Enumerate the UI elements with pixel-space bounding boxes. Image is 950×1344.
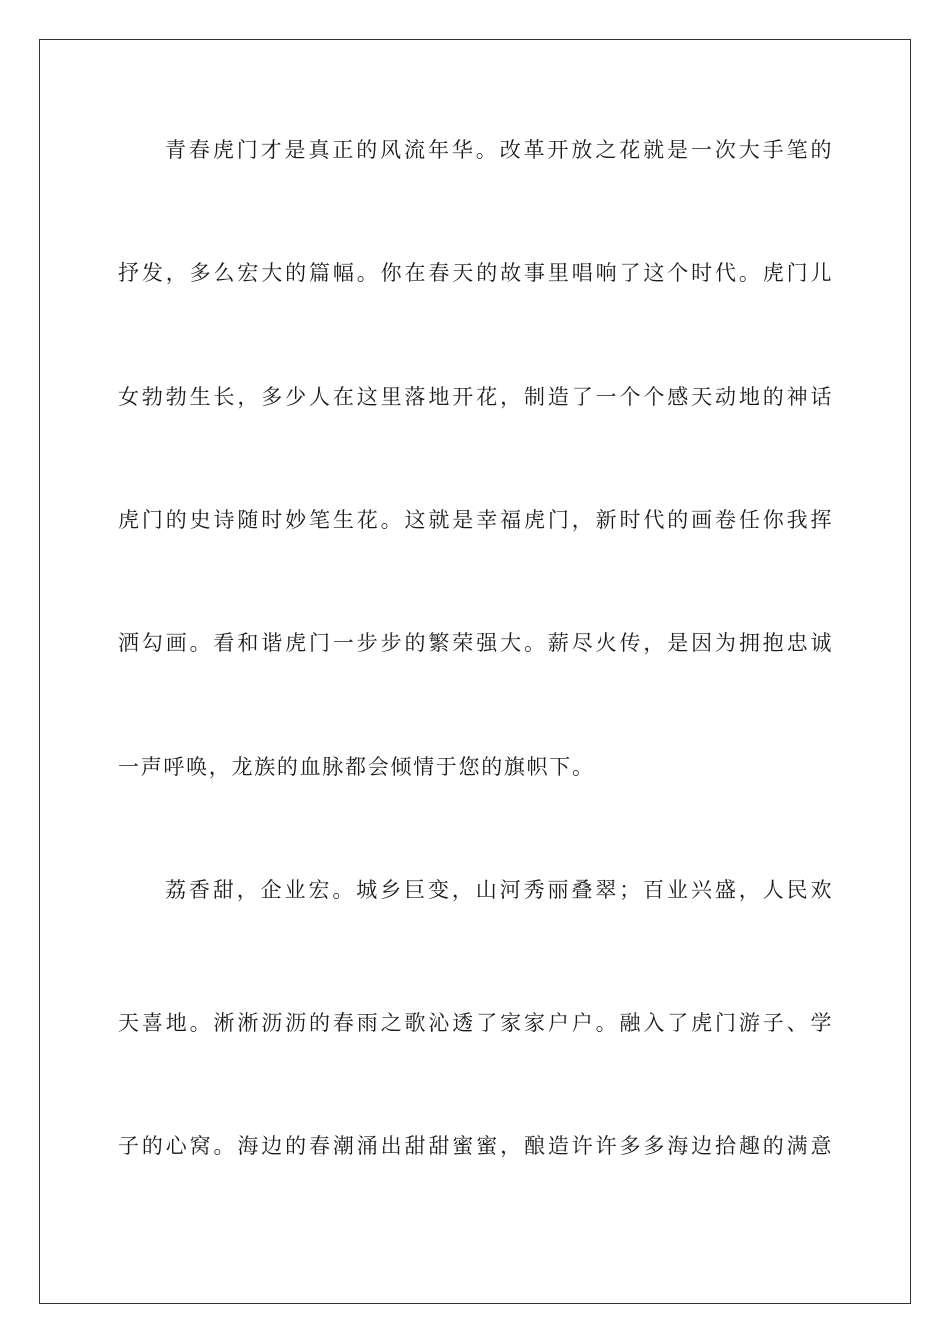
text-line: 一声呼唤，龙族的血脉都会倾情于您的旗帜下。 [118,755,595,779]
text-line: 女勃勃生长，多少人在这里落地开花，制造了一个个感天动地的神话 [118,385,832,409]
text-line: 子的心窝。海边的春潮涌出甜甜蜜蜜，酿造许许多多海边拾趣的满意 [118,1134,832,1158]
text-line: 抒发，多么宏大的篇幅。你在春天的故事里唱响了这个时代。虎门儿 [118,261,832,285]
text-line: 虎门的史诗随时妙笔生花。这就是幸福虎门，新时代的画卷任你我挥 [118,508,832,532]
text-line: 荔香甜，企业宏。城乡巨变，山河秀丽叠翠；百业兴盛，人民欢 [165,878,832,902]
page-border [39,39,911,1304]
text-line: 天喜地。淅淅沥沥的春雨之歌沁透了家家户户。融入了虎门游子、学 [118,1011,832,1035]
text-line: 洒勾画。看和谐虎门一步步的繁荣强大。薪尽火传，是因为拥抱忠诚 [118,631,832,655]
text-line: 青春虎门才是真正的风流年华。改革开放之花就是一次大手笔的 [165,138,832,162]
